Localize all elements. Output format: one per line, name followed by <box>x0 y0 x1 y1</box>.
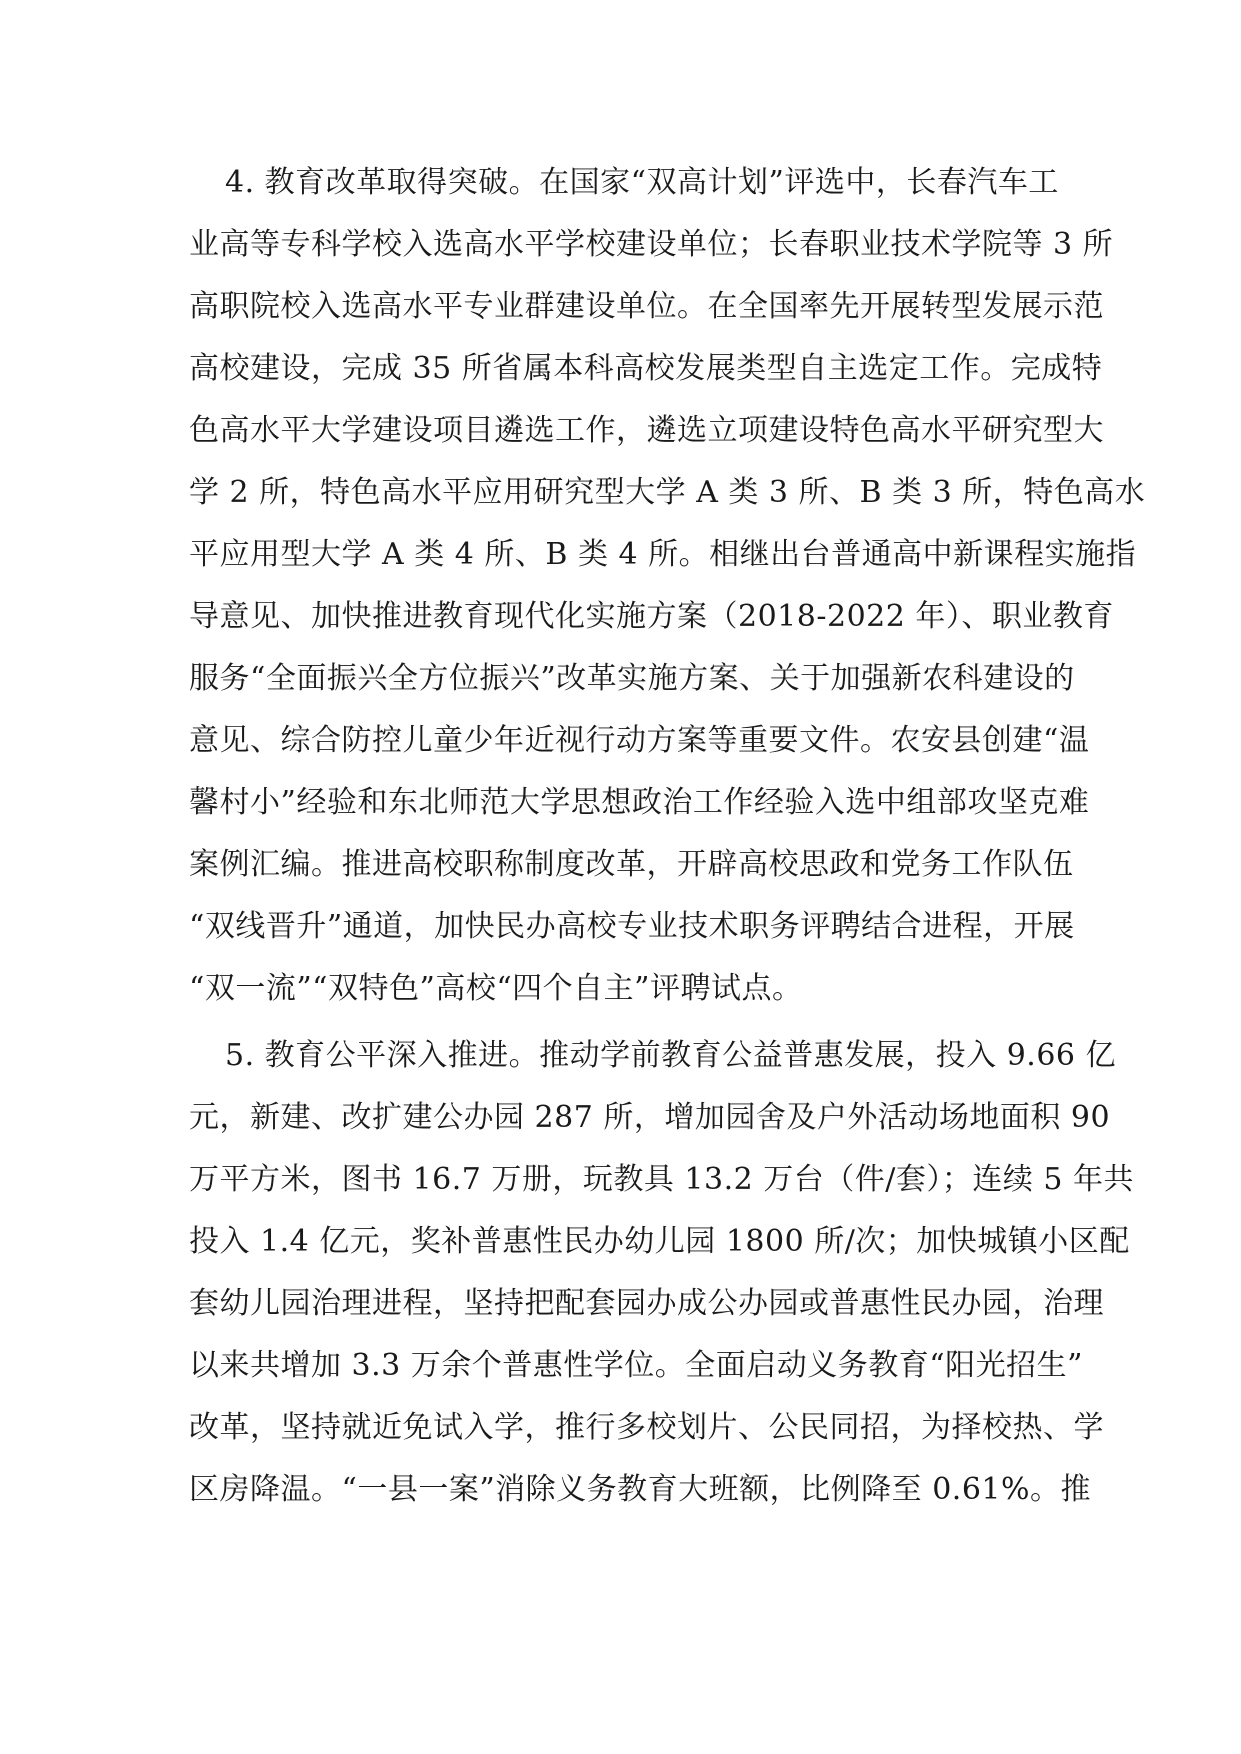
text-line: 元，新建、改扩建公办园 287 所，增加园舍及户外活动场地面积 90 <box>189 1100 1111 1135</box>
text-line: 高校建设，完成 35 所省属本科高校发展类型自主选定工作。完成特 <box>189 351 1103 386</box>
text-line: 学 2 所，特色高水平应用研究型大学 A 类 3 所、B 类 3 所，特色高水 <box>189 475 1146 510</box>
text-line: 以来共增加 3.3 万余个普惠性学位。全面启动义务教育“阳光招生” <box>189 1348 1083 1383</box>
text-line: 改革，坚持就近免试入学，推行多校划片、公民同招，为择校热、学 <box>189 1410 1104 1445</box>
text-line: 业高等专科学校入选高水平学校建设单位；长春职业技术学院等 3 所 <box>189 227 1114 262</box>
document-body <box>189 152 1146 1521</box>
text-line: 馨村小”经验和东北师范大学思想政治工作经验入选中组部攻坚克难 <box>189 785 1090 820</box>
text-line: 区房降温。“一县一案”消除义务教育大班额，比例降至 0.61%。推 <box>189 1472 1092 1507</box>
text-line: 平应用型大学 A 类 4 所、B 类 4 所。相继出台普通高中新课程实施指 <box>189 537 1137 572</box>
text-line: 色高水平大学建设项目遴选工作，遴选立项建设特色高水平研究型大 <box>189 413 1104 448</box>
paragraph-education-equity <box>189 1025 1135 1521</box>
text-line: 5. 教育公平深入推进。推动学前教育公益普惠发展，投入 9.66 亿 <box>225 1038 1117 1073</box>
text-line: 案例汇编。推进高校职称制度改革，开辟高校思政和党务工作队伍 <box>189 847 1074 882</box>
text-line: 高职院校入选高水平专业群建设单位。在全国率先开展转型发展示范 <box>189 289 1104 324</box>
text-line: 投入 1.4 亿元，奖补普惠性民办幼儿园 1800 所/次；加快城镇小区配 <box>189 1224 1130 1259</box>
paragraph-education-reform <box>189 152 1146 1020</box>
text-line: 服务“全面振兴全方位振兴”改革实施方案、关于加强新农科建设的 <box>189 661 1075 696</box>
text-line: “双线晋升”通道，加快民办高校专业技术职务评聘结合进程，开展 <box>189 909 1075 944</box>
text-line: 套幼儿园治理进程，坚持把配套园办成公办园或普惠性民办园，治理 <box>189 1286 1104 1321</box>
text-line: 导意见、加快推进教育现代化实施方案（2018-2022 年）、职业教育 <box>189 599 1114 634</box>
text-line: 万平方米，图书 16.7 万册，玩教具 13.2 万台（件/套）；连续 5 年共 <box>189 1162 1135 1197</box>
text-line: 意见、综合防控儿童少年近视行动方案等重要文件。农安县创建“温 <box>189 723 1090 758</box>
text-line: “双一流”“双特色”高校“四个自主”评聘试点。 <box>189 971 803 1006</box>
text-line: 4. 教育改革取得突破。在国家“双高计划”评选中，长春汽车工 <box>225 165 1059 200</box>
